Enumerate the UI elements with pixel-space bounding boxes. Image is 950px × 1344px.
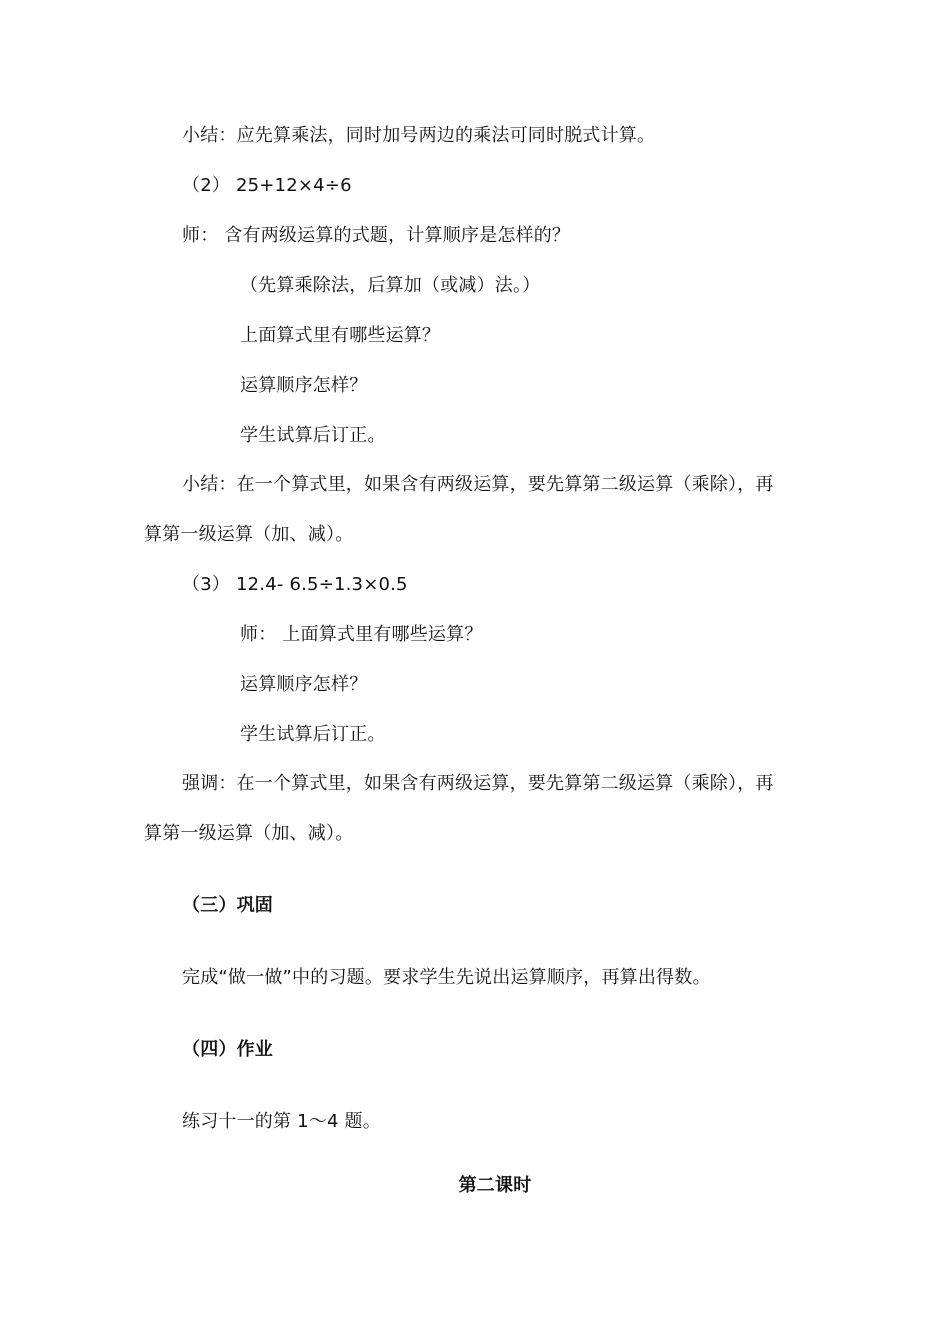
teacher-question-1: 师： 含有两级运算的式题，计算顺序是怎样的？ bbox=[182, 225, 571, 246]
summary-line-1: 小结：应先算乘法，同时加号两边的乘法可同时脱式计算。 bbox=[182, 125, 656, 146]
problem-3: （3） 12.4- 6.5÷1.3×0.5 bbox=[182, 574, 408, 595]
summary-line-2-continued: 算第一级运算（加、减）。 bbox=[144, 524, 354, 545]
emphasis-line-continued: 算第一级运算（加、减）。 bbox=[144, 823, 354, 844]
answer-note: （先算乘除法，后算加（或减）法。） bbox=[240, 275, 541, 296]
student-correction: 学生试算后订正。 bbox=[240, 425, 386, 446]
section-consolidate-text: 完成“做一做”中的习题。要求学生先说出运算顺序，再算出得数。 bbox=[182, 967, 711, 988]
section-homework-text: 练习十一的第 1～4 题。 bbox=[182, 1111, 381, 1132]
section-consolidate-heading: （三）巩固 bbox=[182, 895, 273, 916]
problem-2: （2） 25+12×4÷6 bbox=[182, 175, 352, 196]
student-correction-2: 学生试算后订正。 bbox=[240, 724, 386, 745]
teacher-question-2: 师： 上面算式里有哪些运算？ bbox=[240, 624, 483, 645]
emphasis-line: 强调：在一个算式里，如果含有两级运算，要先算第二级运算（乘除），再 bbox=[182, 773, 774, 794]
question-order: 运算顺序怎样？ bbox=[240, 375, 368, 396]
summary-line-2: 小结：在一个算式里，如果含有两级运算，要先算第二级运算（乘除），再 bbox=[182, 474, 774, 495]
lesson-title: 第二课时 bbox=[458, 1175, 532, 1196]
question-operations: 上面算式里有哪些运算？ bbox=[240, 325, 441, 346]
question-order-2: 运算顺序怎样？ bbox=[240, 674, 368, 695]
section-homework-heading: （四）作业 bbox=[182, 1039, 273, 1060]
